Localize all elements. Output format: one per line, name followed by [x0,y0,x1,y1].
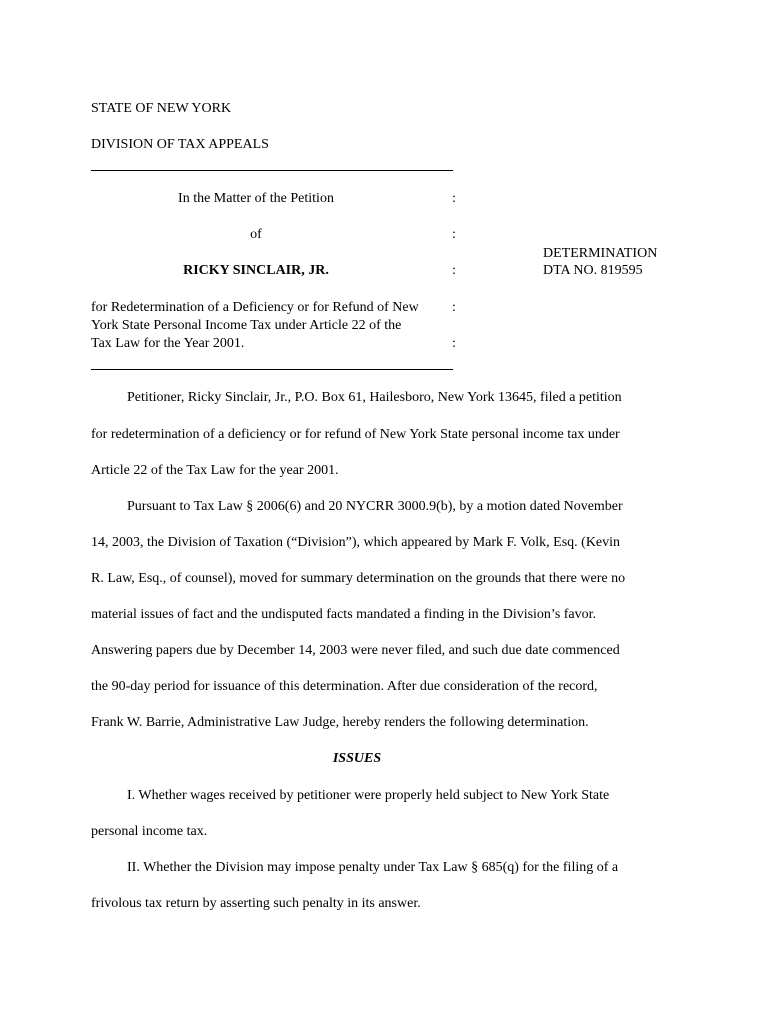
caption-colon: : [452,336,456,351]
caption-purpose-line: Tax Law for the Year 2001. [91,336,245,351]
body-text-line: 14, 2003, the Division of Taxation (“Division”), which appeared by Mark F. Volk, Esq. (Kevin [91,535,621,550]
issue-two-line: II. Whether the Division may impose penalty under Tax Law § 685(q) for the filing of a [127,860,619,875]
caption-matter-line: In the Matter of the Petition [178,191,334,206]
caption-of-line: of [250,227,262,242]
caption-purpose-line: York State Personal Income Tax under Article 22 of the [91,318,402,333]
caption-bottom-rule [91,369,453,370]
body-text-line: material issues of fact and the undisputed facts mandated a finding in the Division’s favor. [91,607,597,622]
body-text-line: Answering papers due by December 14, 2003 were never filed, and such due date commenced [91,643,620,658]
caption-purpose-line: for Redetermination of a Deficiency or for Refund of New [91,300,419,315]
division-heading: DIVISION OF TAX APPEALS [91,137,269,152]
issues-heading: ISSUES [332,751,382,766]
body-text-line: Frank W. Barrie, Administrative Law Judge, hereby renders the following determination. [91,715,589,730]
caption-colon: : [452,191,456,206]
petitioner-name: RICKY SINCLAIR, JR. [183,263,329,278]
caption-top-rule [91,170,453,171]
issue-two-line: frivolous tax return by asserting such penalty in its answer. [91,896,421,911]
caption-colon: : [452,263,456,278]
body-text-line: Article 22 of the Tax Law for the year 2001. [91,463,339,478]
issue-one-line: personal income tax. [91,824,208,839]
body-text-line: the 90-day period for issuance of this determination. After due consideration of the record, [91,679,598,694]
body-text-line: R. Law, Esq., of counsel), moved for summary determination on the grounds that there were no [91,571,626,586]
dta-number: DTA NO. 819595 [543,263,643,278]
body-text-line: Pursuant to Tax Law § 2006(6) and 20 NYCRR 3000.9(b), by a motion dated November [127,499,623,514]
issue-one-line: I. Whether wages received by petitioner were properly held subject to New York State [127,788,610,803]
caption-colon: : [452,300,456,315]
state-heading: STATE OF NEW YORK [91,101,232,116]
caption-colon: : [452,227,456,242]
body-text-line: for redetermination of a deficiency or for refund of New York State personal income tax under [91,427,620,442]
body-text-line: Petitioner, Ricky Sinclair, Jr., P.O. Box 61, Hailesboro, New York 13645, filed a petition [127,390,622,405]
determination-label: DETERMINATION [543,246,658,261]
